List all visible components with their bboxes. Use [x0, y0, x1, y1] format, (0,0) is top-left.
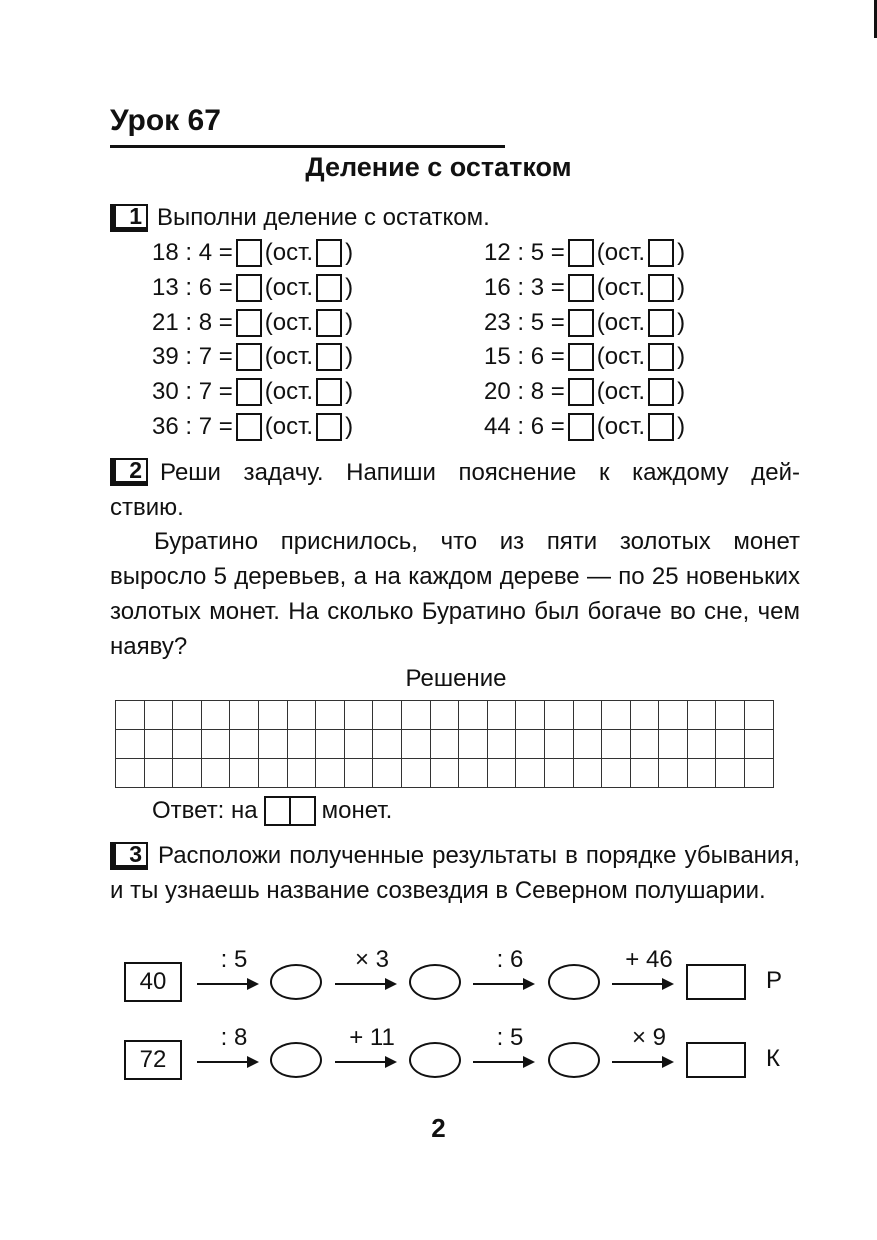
quotient-box[interactable]: [568, 378, 594, 406]
right-equation-row: [484, 410, 685, 444]
grid-cell[interactable]: [745, 701, 774, 730]
arrow-icon: [612, 1061, 672, 1063]
grid-cell[interactable]: [230, 701, 259, 730]
intermediate-result-oval[interactable]: [548, 964, 600, 1000]
grid-cell[interactable]: [258, 730, 287, 759]
grid-cell[interactable]: [430, 730, 459, 759]
grid-cell[interactable]: [573, 759, 602, 788]
remainder-label: (ост.: [264, 239, 314, 266]
lesson-underline: [110, 145, 505, 148]
grid-cell[interactable]: [173, 759, 202, 788]
remainder-label: (ост.: [596, 239, 646, 266]
division-expression: 16 : 3 =: [484, 273, 565, 301]
grid-cell[interactable]: [201, 730, 230, 759]
remainder-box[interactable]: [316, 239, 342, 267]
grid-cell[interactable]: [373, 759, 402, 788]
grid-cell[interactable]: [316, 730, 345, 759]
grid-cell[interactable]: [459, 701, 488, 730]
grid-cell[interactable]: [659, 701, 688, 730]
grid-cell[interactable]: [344, 759, 373, 788]
grid-cell[interactable]: [173, 701, 202, 730]
division-expression: 18 : 4 =: [152, 239, 233, 266]
remainder-label: (ост.: [596, 413, 646, 440]
grid-cell[interactable]: [287, 759, 316, 788]
remainder-label: (ост.: [264, 413, 314, 440]
grid-cell[interactable]: [745, 730, 774, 759]
answer-suffix: монет.: [321, 797, 393, 824]
quotient-box[interactable]: [236, 343, 262, 371]
answer-digit-box[interactable]: [289, 796, 316, 826]
solution-label: Решение: [405, 665, 507, 692]
grid-cell[interactable]: [373, 701, 402, 730]
grid-cell[interactable]: [401, 701, 430, 730]
grid-cell[interactable]: [602, 730, 631, 759]
grid-cell[interactable]: [401, 759, 430, 788]
grid-cell[interactable]: [487, 701, 516, 730]
chain-start-box: 72: [124, 1040, 182, 1080]
remainder-close: ): [345, 273, 354, 301]
topic-title: Деление с остатком: [305, 152, 572, 182]
right-equation-row: [484, 340, 685, 374]
grid-cell[interactable]: [687, 759, 716, 788]
remainder-box[interactable]: [316, 309, 342, 337]
grid-cell[interactable]: [173, 730, 202, 759]
grid-cell[interactable]: [544, 701, 573, 730]
operation-label: : 8: [220, 1024, 248, 1051]
grid-cell[interactable]: [430, 759, 459, 788]
grid-cell[interactable]: [516, 759, 545, 788]
grid-cell[interactable]: [230, 759, 259, 788]
grid-cell[interactable]: [316, 759, 345, 788]
division-expression: 15 : 6 =: [484, 343, 565, 371]
grid-cell[interactable]: [487, 730, 516, 759]
remainder-close: ): [677, 239, 686, 266]
remainder-label: (ост.: [596, 308, 646, 336]
quotient-box[interactable]: [568, 239, 594, 267]
final-result-box[interactable]: [686, 1042, 746, 1078]
quotient-box[interactable]: [568, 343, 594, 371]
grid-cell[interactable]: [687, 730, 716, 759]
division-expression: 21 : 8 =: [152, 308, 233, 336]
grid-cell[interactable]: [287, 730, 316, 759]
left-equation-row: [152, 375, 353, 409]
operation-label: × 9: [631, 1024, 667, 1051]
remainder-close: ): [345, 239, 354, 266]
grid-cell[interactable]: [116, 730, 145, 759]
left-equation-row: [152, 340, 353, 374]
grid-cell[interactable]: [687, 701, 716, 730]
task-2-problem: Буратино приснилось, что из пяти золотых монет выросло 5 деревьев, а на каждом дереве — по 25 новеньких золотых монет. На сколько Буратино был богаче во сне, чем наяву?: [110, 528, 800, 660]
right-equation-row: [484, 306, 685, 340]
grid-cell[interactable]: [287, 701, 316, 730]
division-expression: 30 : 7 =: [152, 378, 233, 406]
grid-cell[interactable]: [258, 759, 287, 788]
solution-grid[interactable]: [115, 700, 774, 788]
grid-cell[interactable]: [487, 759, 516, 788]
left-equation-row: [152, 271, 353, 305]
division-expression: 12 : 5 =: [484, 239, 565, 266]
answer-input[interactable]: [264, 796, 316, 826]
quotient-box[interactable]: [236, 274, 262, 302]
remainder-label: (ост.: [596, 273, 646, 301]
remainder-close: ): [677, 308, 686, 336]
arrow-icon: [612, 983, 672, 985]
remainder-label: (ост.: [264, 308, 314, 336]
quotient-box[interactable]: [236, 413, 262, 441]
grid-cell[interactable]: [144, 701, 173, 730]
intermediate-result-oval[interactable]: [270, 1042, 322, 1078]
left-equation-row: [152, 236, 353, 270]
remainder-box[interactable]: [316, 413, 342, 441]
operation-label: + 11: [349, 1024, 395, 1051]
quotient-box[interactable]: [236, 239, 262, 267]
grid-cell[interactable]: [602, 759, 631, 788]
remainder-box[interactable]: [648, 413, 674, 441]
grid-cell[interactable]: [459, 759, 488, 788]
task-3-badge: 3: [110, 842, 148, 870]
grid-cell[interactable]: [344, 730, 373, 759]
division-expression: 36 : 7 =: [152, 413, 233, 440]
grid-cell[interactable]: [116, 701, 145, 730]
grid-cell[interactable]: [316, 701, 345, 730]
arrow-icon: [473, 1061, 533, 1063]
answer-line: [152, 796, 392, 826]
grid-cell[interactable]: [258, 701, 287, 730]
remainder-box[interactable]: [316, 274, 342, 302]
remainder-box[interactable]: [648, 378, 674, 406]
grid-cell[interactable]: [430, 701, 459, 730]
remainder-close: ): [345, 343, 354, 371]
remainder-label: (ост.: [596, 343, 646, 371]
quotient-box[interactable]: [568, 309, 594, 337]
grid-cell[interactable]: [716, 730, 745, 759]
quotient-box[interactable]: [568, 413, 594, 441]
grid-cell[interactable]: [201, 759, 230, 788]
answer-prefix: Ответ: на: [152, 797, 258, 824]
operation-label: : 5: [496, 1024, 524, 1051]
grid-cell[interactable]: [630, 730, 659, 759]
task-2-instruction-line1: Реши задачу. Напиши пояснение к каждому дей-: [160, 459, 800, 486]
arrow-icon: [197, 983, 257, 985]
remainder-close: ): [677, 378, 686, 406]
remainder-box[interactable]: [648, 309, 674, 337]
remainder-close: ): [677, 273, 686, 301]
remainder-box[interactable]: [648, 343, 674, 371]
grid-cell[interactable]: [516, 730, 545, 759]
right-equation-row: [484, 271, 685, 305]
grid-cell[interactable]: [201, 701, 230, 730]
result-letter: Р: [766, 967, 783, 994]
division-expression: 20 : 8 =: [484, 378, 565, 406]
quotient-box[interactable]: [568, 274, 594, 302]
task-1-badge: 1: [110, 204, 148, 232]
task-1-instruction: Выполни деление с остатком.: [157, 204, 490, 231]
grid-cell[interactable]: [373, 730, 402, 759]
grid-cell[interactable]: [116, 759, 145, 788]
grid-cell[interactable]: [630, 701, 659, 730]
grid-cell[interactable]: [602, 701, 631, 730]
page-number: 2: [431, 1113, 446, 1143]
final-result-box[interactable]: [686, 964, 746, 1000]
intermediate-result-oval[interactable]: [270, 964, 322, 1000]
remainder-label: (ост.: [264, 273, 314, 301]
left-equation-row: [152, 306, 353, 340]
division-expression: 39 : 7 =: [152, 343, 233, 371]
division-expression: 44 : 6 =: [484, 413, 565, 440]
arrow-icon: [335, 983, 395, 985]
division-expression: 23 : 5 =: [484, 308, 565, 336]
operation-label: : 5: [220, 946, 248, 973]
chain-start-box: 40: [124, 962, 182, 1002]
operation-label: × 3: [354, 946, 390, 973]
intermediate-result-oval[interactable]: [548, 1042, 600, 1078]
right-equation-row: [484, 236, 685, 270]
task-2-badge: 2: [110, 458, 148, 486]
left-equation-row: [152, 410, 353, 444]
right-equation-row: [484, 375, 685, 409]
answer-digit-box[interactable]: [264, 796, 291, 826]
grid-cell[interactable]: [745, 759, 774, 788]
grid-cell[interactable]: [459, 730, 488, 759]
grid-cell[interactable]: [516, 701, 545, 730]
grid-cell[interactable]: [573, 730, 602, 759]
grid-cell[interactable]: [659, 730, 688, 759]
grid-cell[interactable]: [230, 730, 259, 759]
remainder-close: ): [345, 378, 354, 406]
remainder-label: (ост.: [264, 343, 314, 371]
task-3-instruction: Расположи полученные результаты в порядке убывания, и ты узнаешь название созвездия в Северном полушарии.: [110, 842, 800, 904]
quotient-box[interactable]: [236, 378, 262, 406]
operation-label: + 46: [625, 946, 673, 973]
remainder-box[interactable]: [316, 378, 342, 406]
remainder-box[interactable]: [316, 343, 342, 371]
intermediate-result-oval[interactable]: [409, 1042, 461, 1078]
grid-cell[interactable]: [401, 730, 430, 759]
grid-cell[interactable]: [144, 730, 173, 759]
arrow-icon: [197, 1061, 257, 1063]
grid-cell[interactable]: [716, 701, 745, 730]
grid-cell[interactable]: [716, 759, 745, 788]
remainder-box[interactable]: [648, 274, 674, 302]
remainder-close: ): [345, 413, 354, 440]
grid-cell[interactable]: [630, 759, 659, 788]
remainder-label: (ост.: [596, 378, 646, 406]
quotient-box[interactable]: [236, 309, 262, 337]
task-2-instruction-line2: ствию.: [110, 494, 184, 521]
remainder-close: ): [677, 413, 686, 440]
grid-cell[interactable]: [544, 759, 573, 788]
remainder-label: (ост.: [264, 378, 314, 406]
intermediate-result-oval[interactable]: [409, 964, 461, 1000]
grid-cell[interactable]: [659, 759, 688, 788]
grid-cell[interactable]: [573, 701, 602, 730]
arrow-icon: [335, 1061, 395, 1063]
grid-cell[interactable]: [344, 701, 373, 730]
operation-label: : 6: [496, 946, 524, 973]
remainder-close: ): [345, 308, 354, 336]
arrow-icon: [473, 983, 533, 985]
remainder-box[interactable]: [648, 239, 674, 267]
lesson-title: Урок 67: [110, 104, 221, 137]
result-letter: К: [766, 1045, 780, 1072]
remainder-close: ): [677, 343, 686, 371]
division-expression: 13 : 6 =: [152, 273, 233, 301]
grid-cell[interactable]: [144, 759, 173, 788]
grid-cell[interactable]: [544, 730, 573, 759]
